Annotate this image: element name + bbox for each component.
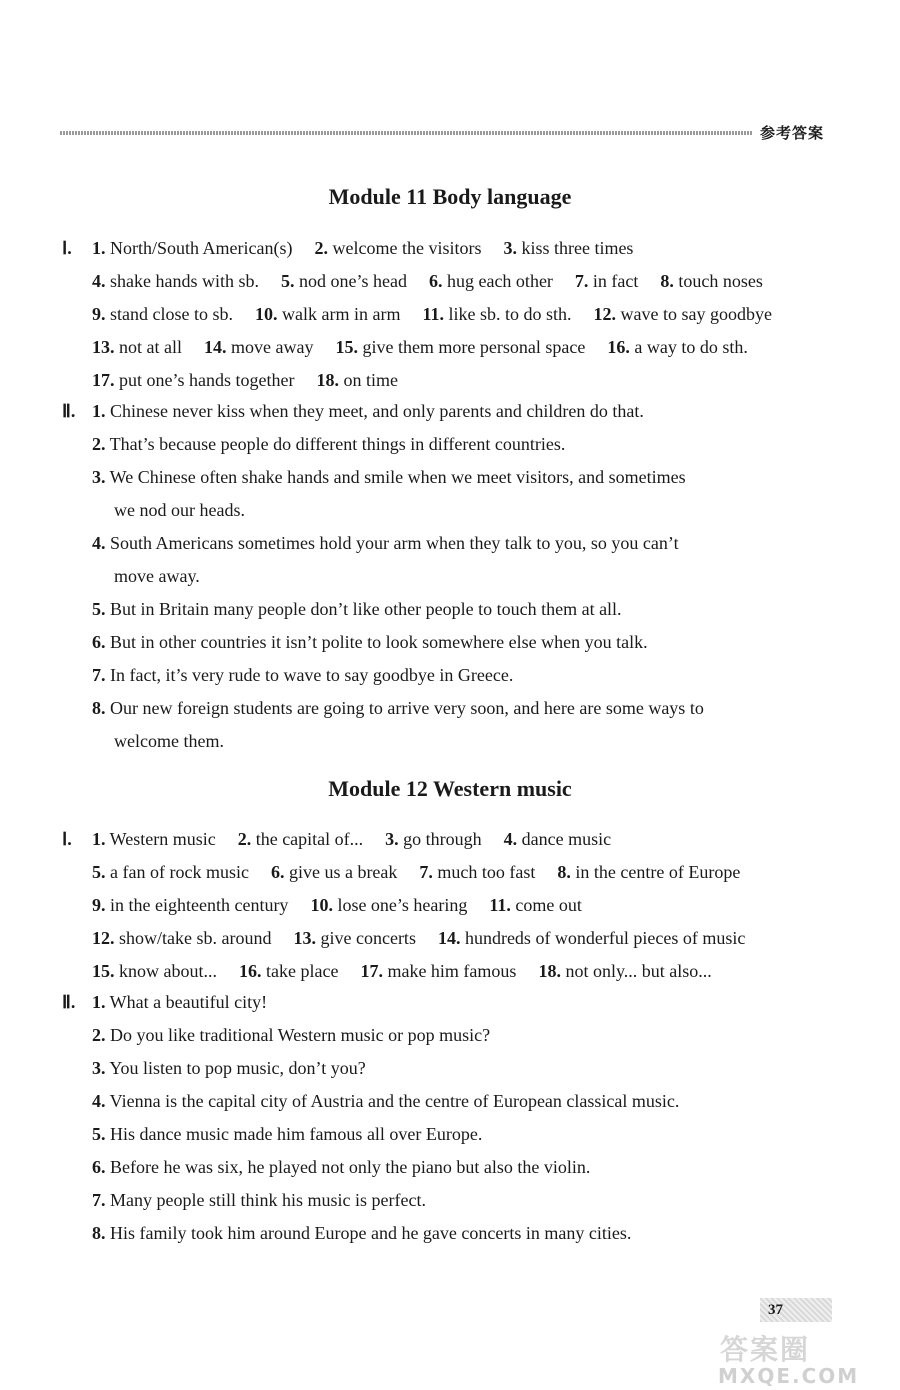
item-number: 4. (92, 1091, 106, 1111)
sentence-row (92, 631, 648, 653)
answer-text: hug each other (442, 271, 553, 291)
phrase-row (92, 960, 712, 982)
item-number: 5. (92, 862, 106, 882)
answer-text: shake hands with sb. (105, 271, 259, 291)
answer-text: His family took him around Europe and he gave concerts in many cities. (105, 1223, 632, 1243)
answer-text: show/take sb. around (114, 928, 272, 948)
phrase-row (92, 894, 582, 916)
item-number: 12. (593, 304, 616, 324)
answer-text: move away. (114, 566, 200, 586)
sentence-row (92, 1189, 426, 1211)
phrase-row (92, 927, 745, 949)
sentence-row (92, 1222, 631, 1244)
answer-text: welcome them. (114, 731, 224, 751)
section-roman-numeral (62, 237, 72, 259)
answer-text: walk arm in arm (277, 304, 401, 324)
answer-text: But in other countries it isn’t polite to look somewhere else when you talk. (105, 632, 648, 652)
answer-text: give them more personal space (357, 337, 586, 357)
item-number: 6. (92, 632, 106, 652)
answer-text: go through (398, 829, 482, 849)
answer-text: Many people still think his music is perfect. (105, 1190, 426, 1210)
answer-text: give concerts (315, 928, 416, 948)
item-number: 2. (92, 434, 106, 454)
phrase-row (92, 861, 740, 883)
answer-text: Do you like traditional Western music or pop music? (105, 1025, 491, 1045)
answer-text: wave to say goodbye (616, 304, 772, 324)
phrase-row (92, 303, 772, 325)
item-number: 11. (489, 895, 511, 915)
answer-text: the capital of... (251, 829, 364, 849)
item-number: 14. (437, 928, 461, 948)
roman-numeral: Ⅱ. (62, 992, 76, 1012)
answer-text: put one’s hands together (114, 370, 295, 390)
watermark-logo: 答案圈 (720, 1333, 811, 1366)
item-number: 7. (92, 665, 106, 685)
item-number: 3. (92, 1058, 106, 1078)
item-number: 9. (92, 895, 106, 915)
item-number: 8. (92, 698, 106, 718)
sentence-row (92, 1123, 482, 1145)
answer-text: make him famous (382, 961, 517, 981)
item-number: 12. (92, 928, 115, 948)
item-number: 8. (660, 271, 674, 291)
answer-text: But in Britain many people don’t like other people to touch them at all. (105, 599, 622, 619)
phrase-row (92, 270, 763, 292)
header-title: 参考答案 (760, 124, 825, 142)
answer-text: hundreds of wonderful pieces of music (460, 928, 746, 948)
phrase-row (92, 336, 748, 358)
answer-text: take place (261, 961, 339, 981)
item-number: 7. (92, 1190, 106, 1210)
answer-text: What a beautiful city! (105, 992, 268, 1012)
sentence-row (92, 598, 622, 620)
answer-text: in fact (588, 271, 639, 291)
answer-text: nod one’s head (294, 271, 407, 291)
roman-numeral: Ⅰ. (62, 238, 72, 258)
sentence-row (92, 466, 686, 488)
answer-text: South Americans sometimes hold your arm when they talk to you, so you can’t (105, 533, 679, 553)
item-number: 11. (422, 304, 444, 324)
item-number: 17. (360, 961, 383, 981)
item-number: 2. (92, 1025, 106, 1045)
section-roman-numeral (62, 828, 72, 850)
answer-text: come out (510, 895, 582, 915)
answer-text: lose one’s hearing (332, 895, 468, 915)
answer-text: welcome the visitors (327, 238, 482, 258)
sentence-row (92, 400, 644, 422)
item-number: 4. (92, 533, 106, 553)
sentence-row (92, 1156, 590, 1178)
item-number: 7. (574, 271, 589, 291)
item-number: 18. (316, 370, 339, 390)
item-number: 1. (92, 829, 106, 849)
roman-numeral: Ⅰ. (62, 829, 72, 849)
item-number: 9. (92, 304, 106, 324)
item-number: 4. (503, 829, 518, 849)
item-number: 6. (270, 862, 285, 882)
answer-text: That’s because people do different things in different countries. (105, 434, 566, 454)
module-11-title: Module 11 Body language (328, 184, 572, 209)
item-number: 3. (503, 238, 517, 258)
section-roman-numeral (62, 400, 75, 422)
sentence-continuation (114, 499, 245, 521)
item-number: 8. (92, 1223, 106, 1243)
item-number: 6. (92, 1157, 106, 1177)
answer-text: like sb. to do sth. (443, 304, 572, 324)
answer-text: know about... (114, 961, 217, 981)
item-number: 1. (92, 992, 106, 1012)
page-number: 37 (760, 1298, 832, 1322)
roman-numeral: Ⅱ. (62, 401, 76, 421)
answer-text: kiss three times (516, 238, 634, 258)
answer-text: much too fast (432, 862, 536, 882)
item-number: 2. (314, 238, 328, 258)
answer-text: a fan of rock music (105, 862, 249, 882)
answer-text: In fact, it’s very rude to wave to say goodbye in Greece. (105, 665, 514, 685)
answer-text: we nod our heads. (114, 500, 245, 520)
answer-text: Our new foreign students are going to arrive very soon, and here are some ways to (105, 698, 704, 718)
sentence-row (92, 697, 704, 719)
item-number: 16. (239, 961, 262, 981)
item-number: 17. (92, 370, 115, 390)
answer-text: Before he was six, he played not only the piano but also the violin. (105, 1157, 591, 1177)
item-number: 3. (385, 829, 399, 849)
watermark-site: MXQE.COM (718, 1364, 860, 1388)
sentence-continuation (114, 730, 224, 752)
answer-text: touch noses (673, 271, 763, 291)
answer-text: Vienna is the capital city of Austria and the centre of European classical music. (105, 1091, 680, 1111)
item-number: 18. (538, 961, 561, 981)
item-number: 5. (92, 1124, 106, 1144)
item-number: 13. (293, 928, 316, 948)
answer-text: dance music (517, 829, 612, 849)
item-number: 15. (335, 337, 358, 357)
answer-text: Western music (105, 829, 216, 849)
item-number: 16. (607, 337, 630, 357)
answer-text: Chinese never kiss when they meet, and only parents and children do that. (105, 401, 644, 421)
sentence-row (92, 433, 565, 455)
answer-text: You listen to pop music, don’t you? (105, 1058, 366, 1078)
item-number: 1. (92, 238, 106, 258)
answer-text: North/South American(s) (105, 238, 293, 258)
answer-text: His dance music made him famous all over Europe. (105, 1124, 483, 1144)
sentence-row (92, 991, 267, 1013)
item-number: 8. (557, 862, 571, 882)
item-number: 5. (280, 271, 295, 291)
sentence-row (92, 664, 513, 686)
phrase-row (92, 828, 611, 850)
module-12-title: Module 12 Western music (328, 776, 572, 801)
answer-text: not at all (114, 337, 182, 357)
section-roman-numeral (62, 991, 75, 1013)
answer-text: We Chinese often shake hands and smile when we meet visitors, and sometimes (105, 467, 686, 487)
answer-text: a way to do sth. (629, 337, 748, 357)
item-number: 4. (92, 271, 106, 291)
item-number: 2. (237, 829, 252, 849)
answer-text: in the eighteenth century (105, 895, 289, 915)
answer-text: stand close to sb. (105, 304, 233, 324)
item-number: 1. (92, 401, 106, 421)
phrase-row (92, 237, 633, 259)
item-number: 7. (419, 862, 433, 882)
answer-text: not only... but also... (560, 961, 712, 981)
item-number: 13. (92, 337, 115, 357)
sentence-continuation (114, 565, 200, 587)
answer-text: give us a break (284, 862, 398, 882)
item-number: 6. (428, 271, 443, 291)
sentence-row (92, 1024, 490, 1046)
sentence-row (92, 1057, 366, 1079)
sentence-row (92, 532, 679, 554)
sentence-row (92, 1090, 679, 1112)
item-number: 5. (92, 599, 106, 619)
answer-text: on time (338, 370, 398, 390)
item-number: 15. (92, 961, 115, 981)
header-rule (60, 131, 752, 135)
item-number: 3. (92, 467, 106, 487)
item-number: 14. (203, 337, 227, 357)
item-number: 10. (255, 304, 278, 324)
phrase-row (92, 369, 398, 391)
item-number: 10. (310, 895, 333, 915)
answer-text: in the centre of Europe (570, 862, 741, 882)
answer-text: move away (226, 337, 314, 357)
